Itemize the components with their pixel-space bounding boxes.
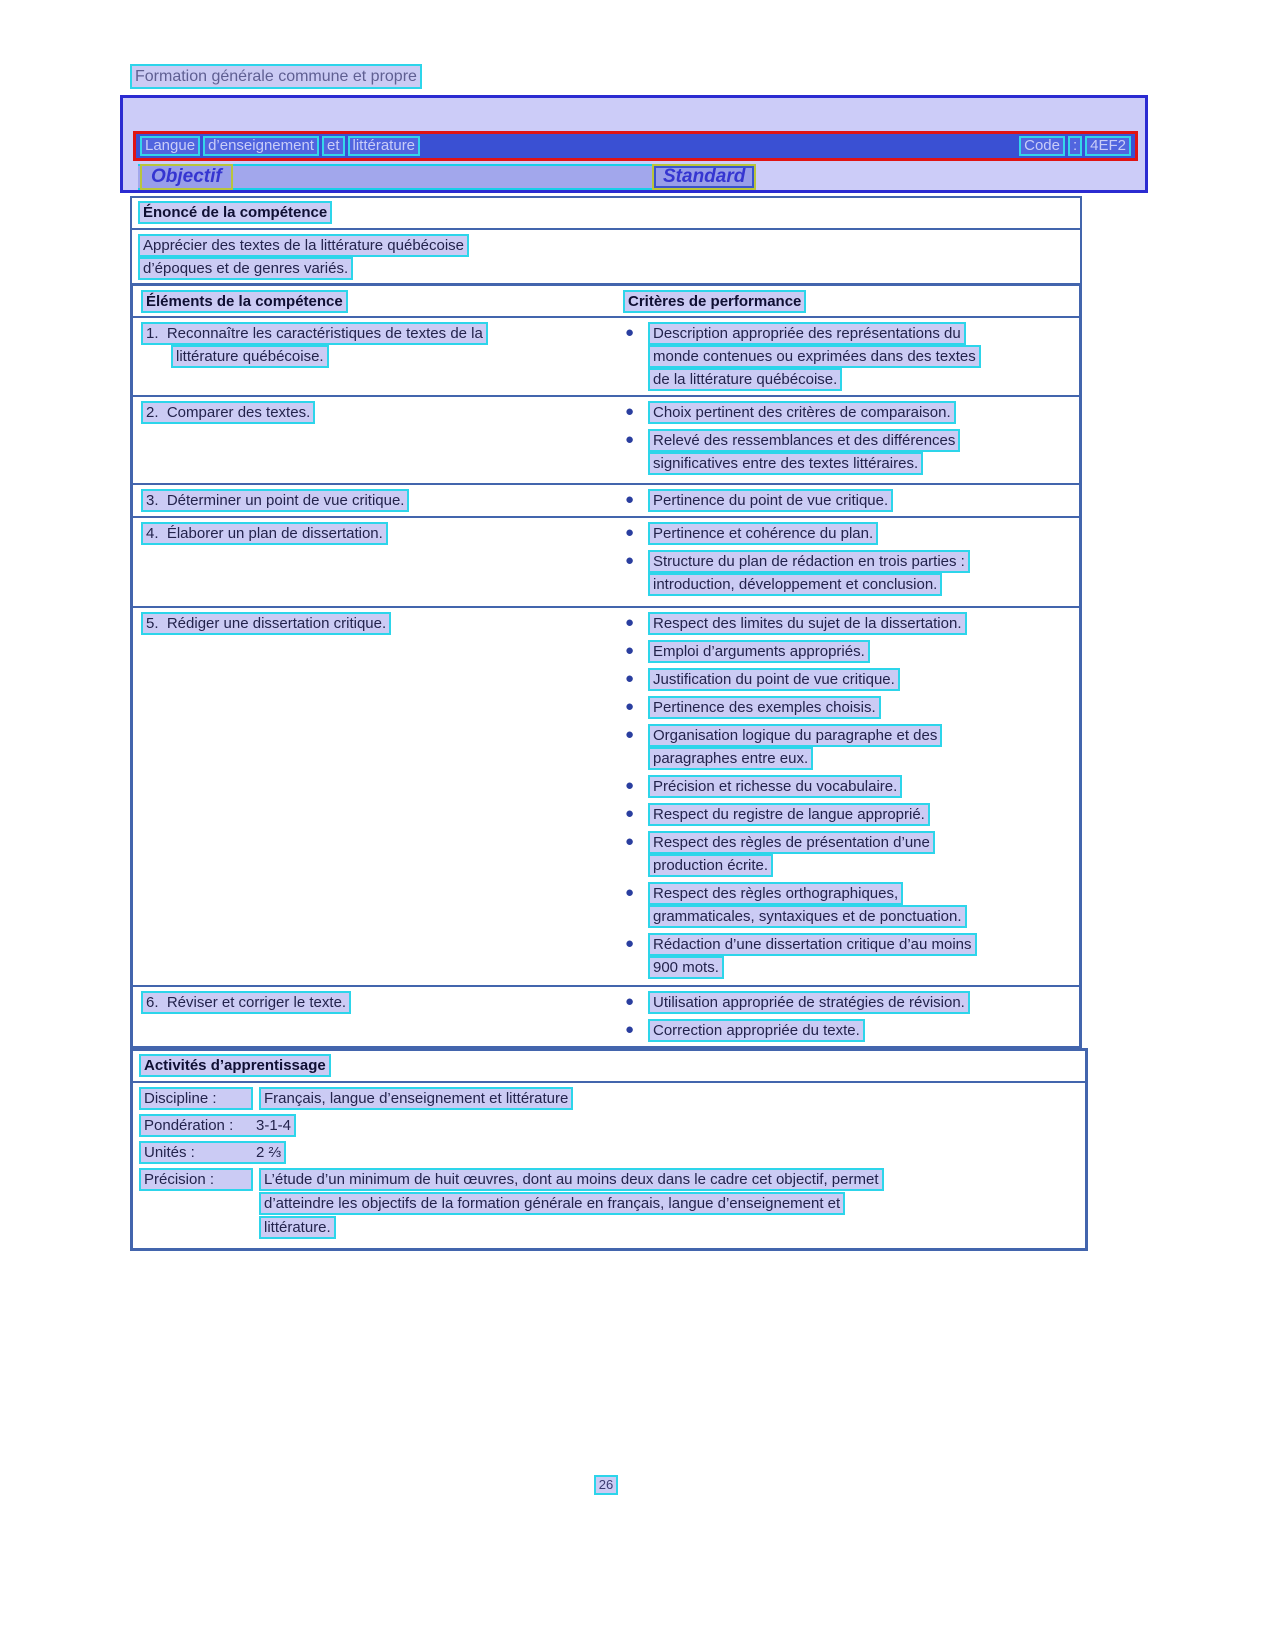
criteria-item	[623, 775, 1071, 798]
course-title	[140, 136, 423, 156]
element-line: littérature québécoise.	[171, 345, 329, 368]
bullet-icon: ●	[625, 726, 635, 743]
competence-header-row	[133, 286, 1079, 316]
bullet-icon: ●	[625, 324, 635, 341]
page-heading: Formation générale commune et propre	[130, 64, 422, 89]
course-code	[1016, 136, 1131, 156]
word-highlight: littérature	[348, 136, 421, 156]
criteria-line: Correction appropriée du texte.	[648, 1019, 865, 1042]
criteria-line: Pertinence du point de vue critique.	[648, 489, 893, 512]
table-row	[133, 483, 1079, 516]
bullet-icon: ●	[625, 993, 635, 1010]
row-label-value	[139, 1114, 296, 1137]
enonce-heading: Énoncé de la compétence	[138, 201, 332, 224]
course-title-bar	[133, 131, 1138, 161]
criteria-cell	[623, 322, 1071, 391]
objectif-cell	[138, 164, 652, 190]
criteria-line: Relevé des ressemblances et des différences	[648, 429, 960, 452]
criteria-cell	[623, 489, 1071, 512]
criteria-cell	[623, 991, 1071, 1042]
bullet-icon: ●	[625, 935, 635, 952]
table-row	[133, 316, 1079, 395]
criteria-line: monde contenues ou exprimées dans des textes	[648, 345, 981, 368]
criteria-line: production écrite.	[648, 854, 773, 877]
bullet-icon: ●	[625, 614, 635, 631]
activites-row	[139, 1087, 1079, 1111]
bullet-icon: ●	[625, 670, 635, 687]
criteria-cell	[623, 401, 1071, 479]
word-highlight: :	[1068, 136, 1082, 156]
element-cell	[141, 522, 623, 602]
criteria-line: Choix pertinent des critères de comparaison.	[648, 401, 956, 424]
criteria-item	[623, 933, 1071, 979]
bullet-icon: ●	[625, 642, 635, 659]
activites-table	[130, 1048, 1088, 1251]
criteria-item	[623, 696, 1071, 719]
criteres-header: Critères de performance	[623, 290, 806, 313]
criteria-line: Respect des règles de présentation d’une	[648, 831, 935, 854]
row-value-line: d’atteindre les objectifs de la formation générale en français, langue d’enseignement et	[259, 1192, 845, 1215]
criteria-line: paragraphes entre eux.	[648, 747, 813, 770]
word-highlight: Code	[1019, 136, 1065, 156]
objectif-label: Objectif	[140, 164, 233, 190]
criteria-line: Organisation logique du paragraphe et des	[648, 724, 942, 747]
activites-heading: Activités d’apprentissage	[139, 1054, 331, 1077]
row-label: Discipline :	[139, 1087, 253, 1110]
criteria-item	[623, 724, 1071, 770]
element-line: 4. Élaborer un plan de dissertation.	[141, 522, 388, 545]
criteria-line: significatives entre des textes littéraires.	[648, 452, 923, 475]
criteria-cell	[623, 522, 1071, 602]
criteria-item	[623, 882, 1071, 928]
element-line: 2. Comparer des textes.	[141, 401, 315, 424]
criteria-cell	[623, 612, 1071, 981]
row-label: Pondération :	[144, 1117, 234, 1134]
criteria-item	[623, 429, 1071, 475]
criteria-line: Justification du point de vue critique.	[648, 668, 900, 691]
bullet-icon: ●	[625, 431, 635, 448]
document-top-heading	[130, 64, 422, 89]
criteria-line: Utilisation appropriée de stratégies de révision.	[648, 991, 970, 1014]
table-row	[133, 606, 1079, 985]
page-number: 26	[594, 1475, 618, 1495]
word-highlight: d’enseignement	[203, 136, 319, 156]
activites-row	[139, 1141, 1079, 1165]
criteria-item	[623, 322, 1071, 391]
enonce-line: Apprécier des textes de la littérature québécoise	[138, 234, 469, 257]
elements-header: Éléments de la compétence	[141, 290, 348, 313]
bullet-icon: ●	[625, 805, 635, 822]
row-value: 3-1-4	[256, 1117, 292, 1134]
word-highlight: 4EF2	[1085, 136, 1131, 156]
page-footer	[130, 1475, 1082, 1495]
criteria-line: Emploi d’arguments appropriés.	[648, 640, 870, 663]
criteria-line: Respect des règles orthographiques,	[648, 882, 903, 905]
element-cell	[141, 322, 623, 391]
element-line: 1. Reconnaître les caractéristiques de textes de la	[141, 322, 488, 345]
bullet-icon: ●	[625, 524, 635, 541]
table-row	[133, 395, 1079, 483]
enonce-body	[132, 230, 1080, 285]
word-highlight: et	[322, 136, 345, 156]
criteria-line: de la littérature québécoise.	[648, 368, 842, 391]
element-cell	[141, 489, 623, 512]
bullet-icon: ●	[625, 552, 635, 569]
activites-header-row	[133, 1051, 1085, 1083]
criteria-line: Pertinence des exemples choisis.	[648, 696, 881, 719]
enonce-table	[130, 196, 1082, 287]
bullet-icon: ●	[625, 884, 635, 901]
table-row	[133, 516, 1079, 606]
criteria-item	[623, 522, 1071, 545]
row-value: 2 ⅔	[256, 1144, 282, 1161]
criteria-line: Pertinence et cohérence du plan.	[648, 522, 878, 545]
criteria-item	[623, 489, 1071, 512]
competence-table	[130, 283, 1082, 1049]
element-line: 5. Rédiger une dissertation critique.	[141, 612, 391, 635]
criteria-line: Structure du plan de rédaction en trois parties :	[648, 550, 970, 573]
criteria-item	[623, 803, 1071, 826]
criteria-line: Respect du registre de langue approprié.	[648, 803, 930, 826]
element-line: 3. Déterminer un point de vue critique.	[141, 489, 409, 512]
bullet-icon: ●	[625, 698, 635, 715]
criteria-line: grammaticales, syntaxiques et de ponctuation.	[648, 905, 967, 928]
criteria-line: Précision et richesse du vocabulaire.	[648, 775, 902, 798]
criteria-line: introduction, développement et conclusion.	[648, 573, 942, 596]
criteria-line: Respect des limites du sujet de la dissertation.	[648, 612, 967, 635]
element-line: 6. Réviser et corriger le texte.	[141, 991, 351, 1014]
bullet-icon: ●	[625, 403, 635, 420]
criteria-line: Description appropriée des représentations du	[648, 322, 966, 345]
activites-body	[133, 1083, 1085, 1248]
criteria-item	[623, 991, 1071, 1014]
bullet-icon: ●	[625, 491, 635, 508]
criteria-item	[623, 1019, 1071, 1042]
word-highlight: Langue	[140, 136, 200, 156]
enonce-header-row	[132, 198, 1080, 230]
criteria-line: 900 mots.	[648, 956, 724, 979]
row-value	[259, 1168, 884, 1240]
enonce-line: d’époques et de genres variés.	[138, 257, 353, 280]
element-cell	[141, 991, 623, 1042]
row-value-line: littérature.	[259, 1216, 336, 1239]
bullet-icon: ●	[625, 1021, 635, 1038]
row-value-line: L’étude d’un minimum de huit œuvres, dont au moins deux dans le cadre cet objectif, permet	[259, 1168, 884, 1191]
criteria-item	[623, 550, 1071, 596]
element-cell	[141, 401, 623, 479]
activites-row	[139, 1114, 1079, 1138]
elements-header-cell	[141, 290, 623, 314]
activites-row	[139, 1168, 1079, 1240]
bullet-icon: ●	[625, 833, 635, 850]
criteria-item	[623, 401, 1071, 424]
row-label-value	[139, 1141, 286, 1164]
standard-label: Standard	[652, 164, 756, 190]
row-label: Unités :	[144, 1144, 195, 1161]
title-box	[120, 95, 1148, 193]
criteria-item	[623, 640, 1071, 663]
criteria-item	[623, 668, 1071, 691]
criteria-line: Rédaction d’une dissertation critique d’au moins	[648, 933, 977, 956]
bullet-icon: ●	[625, 777, 635, 794]
criteres-header-cell	[623, 290, 1071, 314]
criteria-item	[623, 831, 1071, 877]
row-label: Précision :	[139, 1168, 253, 1191]
criteria-item	[623, 612, 1071, 635]
objectif-standard-row	[138, 164, 756, 190]
table-row	[133, 985, 1079, 1046]
row-value: Français, langue d’enseignement et littérature	[259, 1087, 573, 1110]
element-cell	[141, 612, 623, 981]
